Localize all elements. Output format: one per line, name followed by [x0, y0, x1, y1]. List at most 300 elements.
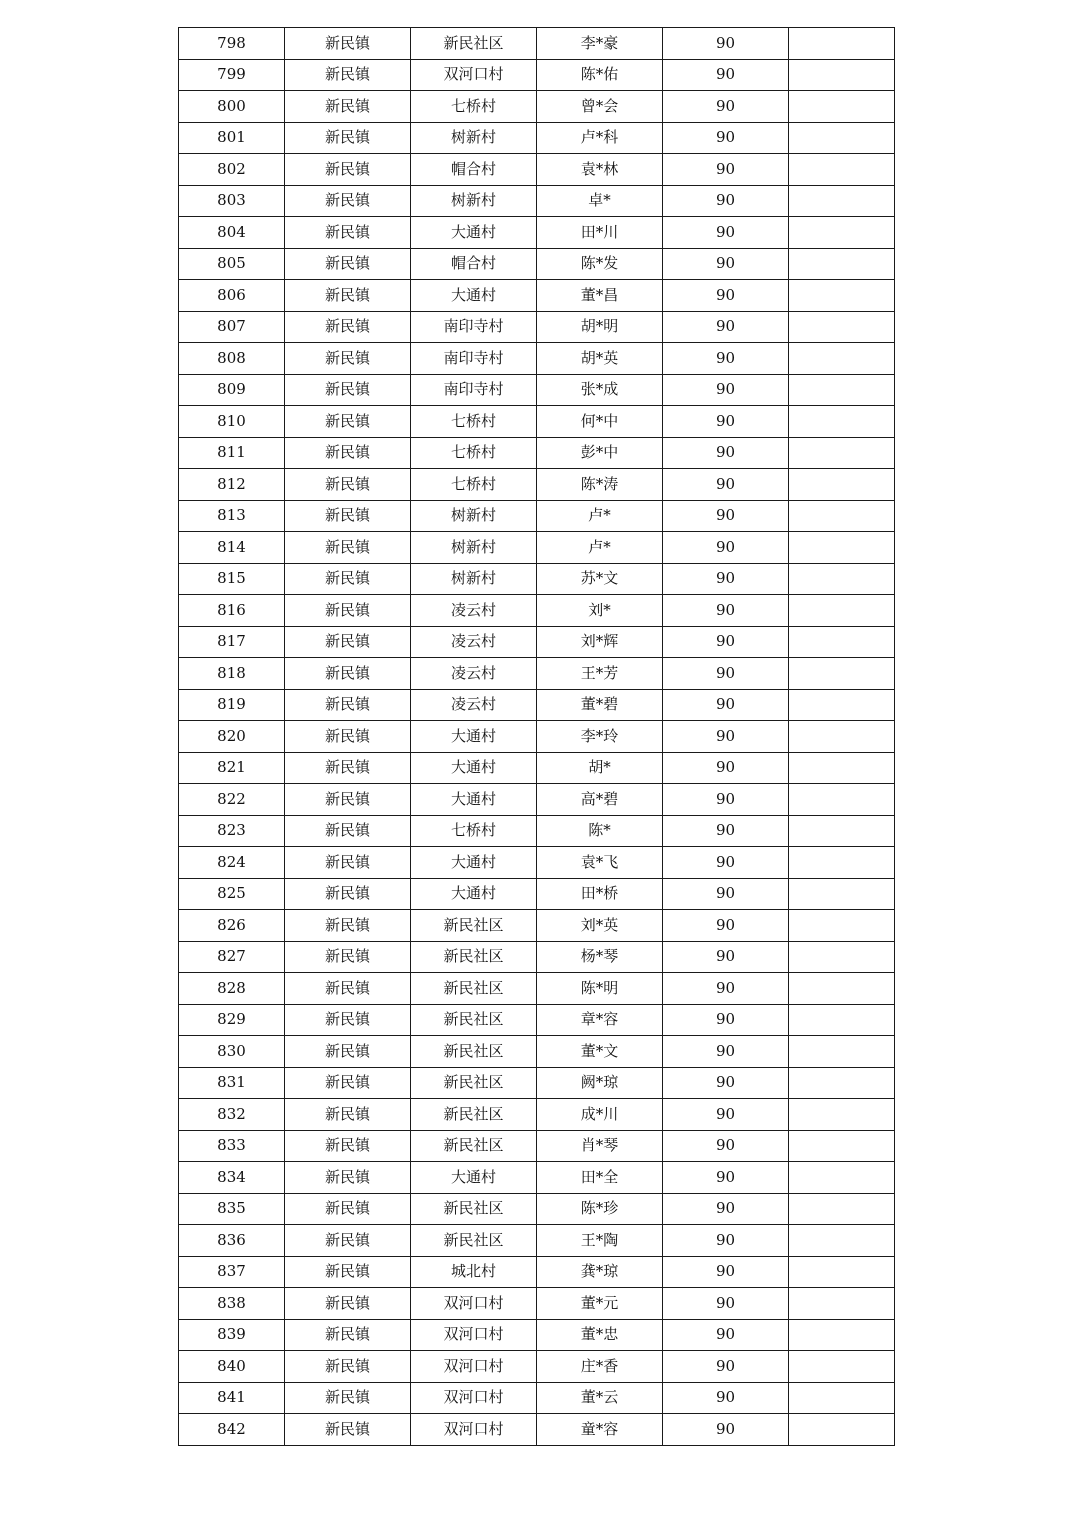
cell-amount: 90	[663, 1382, 789, 1414]
cell-index: 813	[179, 500, 285, 532]
cell-name: 章*容	[537, 1004, 663, 1036]
cell-name: 田*川	[537, 217, 663, 249]
cell-village: 树新村	[411, 500, 537, 532]
cell-index: 836	[179, 1225, 285, 1257]
cell-name: 田*全	[537, 1162, 663, 1194]
table-row	[179, 941, 895, 973]
cell-note	[789, 815, 895, 847]
cell-amount: 90	[663, 1036, 789, 1068]
cell-town: 新民镇	[285, 311, 411, 343]
table-row	[179, 248, 895, 280]
cell-note	[789, 1067, 895, 1099]
table-row	[179, 185, 895, 217]
cell-town: 新民镇	[285, 1036, 411, 1068]
table-row	[179, 1193, 895, 1225]
cell-note	[789, 784, 895, 816]
cell-note	[789, 626, 895, 658]
cell-village: 大通村	[411, 784, 537, 816]
cell-index: 837	[179, 1256, 285, 1288]
table-row	[179, 784, 895, 816]
cell-amount: 90	[663, 1414, 789, 1446]
cell-index: 817	[179, 626, 285, 658]
cell-note	[789, 374, 895, 406]
cell-village: 凌云村	[411, 689, 537, 721]
cell-town: 新民镇	[285, 406, 411, 438]
cell-note	[789, 1288, 895, 1320]
cell-village: 南印寺村	[411, 374, 537, 406]
cell-note	[789, 217, 895, 249]
recipient-table	[178, 27, 895, 1446]
cell-town: 新民镇	[285, 469, 411, 501]
cell-name: 彭*中	[537, 437, 663, 469]
cell-index: 818	[179, 658, 285, 690]
cell-town: 新民镇	[285, 1099, 411, 1131]
cell-village: 南印寺村	[411, 311, 537, 343]
cell-amount: 90	[663, 752, 789, 784]
cell-town: 新民镇	[285, 563, 411, 595]
table-row	[179, 532, 895, 564]
cell-town: 新民镇	[285, 154, 411, 186]
cell-index: 798	[179, 28, 285, 60]
cell-note	[789, 406, 895, 438]
cell-town: 新民镇	[285, 1193, 411, 1225]
table-row	[179, 721, 895, 753]
cell-village: 新民社区	[411, 973, 537, 1005]
cell-name: 陈*明	[537, 973, 663, 1005]
cell-village: 新民社区	[411, 1130, 537, 1162]
cell-amount: 90	[663, 1067, 789, 1099]
table-row	[179, 1036, 895, 1068]
cell-town: 新民镇	[285, 343, 411, 375]
cell-name: 胡*	[537, 752, 663, 784]
cell-town: 新民镇	[285, 1288, 411, 1320]
cell-name: 董*元	[537, 1288, 663, 1320]
table-row	[179, 1130, 895, 1162]
cell-note	[789, 469, 895, 501]
cell-amount: 90	[663, 154, 789, 186]
cell-note	[789, 1382, 895, 1414]
cell-village: 新民社区	[411, 1193, 537, 1225]
table-row	[179, 752, 895, 784]
cell-note	[789, 1193, 895, 1225]
table-row	[179, 973, 895, 1005]
cell-amount: 90	[663, 437, 789, 469]
cell-note	[789, 59, 895, 91]
cell-town: 新民镇	[285, 532, 411, 564]
cell-index: 801	[179, 122, 285, 154]
cell-amount: 90	[663, 406, 789, 438]
table-row	[179, 1004, 895, 1036]
cell-name: 龚*琼	[537, 1256, 663, 1288]
cell-town: 新民镇	[285, 595, 411, 627]
cell-village: 双河口村	[411, 1319, 537, 1351]
cell-index: 808	[179, 343, 285, 375]
cell-index: 828	[179, 973, 285, 1005]
cell-town: 新民镇	[285, 752, 411, 784]
cell-town: 新民镇	[285, 1319, 411, 1351]
cell-index: 815	[179, 563, 285, 595]
cell-index: 814	[179, 532, 285, 564]
cell-index: 820	[179, 721, 285, 753]
cell-amount: 90	[663, 280, 789, 312]
cell-name: 陈*发	[537, 248, 663, 280]
cell-town: 新民镇	[285, 122, 411, 154]
cell-note	[789, 1036, 895, 1068]
table-row	[179, 406, 895, 438]
cell-index: 807	[179, 311, 285, 343]
cell-name: 刘*	[537, 595, 663, 627]
table-row	[179, 154, 895, 186]
cell-amount: 90	[663, 1099, 789, 1131]
cell-name: 王*陶	[537, 1225, 663, 1257]
cell-note	[789, 1351, 895, 1383]
cell-index: 842	[179, 1414, 285, 1446]
cell-amount: 90	[663, 1162, 789, 1194]
cell-name: 陈*	[537, 815, 663, 847]
cell-amount: 90	[663, 1130, 789, 1162]
cell-index: 805	[179, 248, 285, 280]
cell-town: 新民镇	[285, 91, 411, 123]
cell-town: 新民镇	[285, 847, 411, 879]
cell-note	[789, 1004, 895, 1036]
cell-index: 826	[179, 910, 285, 942]
cell-index: 810	[179, 406, 285, 438]
cell-amount: 90	[663, 311, 789, 343]
cell-town: 新民镇	[285, 1225, 411, 1257]
cell-note	[789, 752, 895, 784]
cell-name: 苏*文	[537, 563, 663, 595]
cell-town: 新民镇	[285, 1414, 411, 1446]
cell-town: 新民镇	[285, 689, 411, 721]
table-row	[179, 595, 895, 627]
cell-town: 新民镇	[285, 1162, 411, 1194]
table-row	[179, 910, 895, 942]
table-row	[179, 1256, 895, 1288]
cell-village: 新民社区	[411, 910, 537, 942]
cell-name: 杨*琴	[537, 941, 663, 973]
table-row	[179, 1351, 895, 1383]
table-row	[179, 1319, 895, 1351]
cell-amount: 90	[663, 1225, 789, 1257]
cell-amount: 90	[663, 784, 789, 816]
cell-name: 肖*琴	[537, 1130, 663, 1162]
cell-amount: 90	[663, 59, 789, 91]
cell-village: 双河口村	[411, 1382, 537, 1414]
cell-index: 822	[179, 784, 285, 816]
table-row	[179, 469, 895, 501]
cell-village: 新民社区	[411, 1225, 537, 1257]
cell-amount: 90	[663, 658, 789, 690]
cell-village: 树新村	[411, 563, 537, 595]
cell-note	[789, 973, 895, 1005]
table-row	[179, 28, 895, 60]
cell-name: 董*碧	[537, 689, 663, 721]
cell-village: 新民社区	[411, 1036, 537, 1068]
cell-note	[789, 122, 895, 154]
cell-amount: 90	[663, 374, 789, 406]
cell-index: 819	[179, 689, 285, 721]
cell-name: 董*昌	[537, 280, 663, 312]
table-row	[179, 500, 895, 532]
cell-note	[789, 311, 895, 343]
cell-town: 新民镇	[285, 1004, 411, 1036]
cell-note	[789, 28, 895, 60]
cell-name: 袁*林	[537, 154, 663, 186]
cell-index: 821	[179, 752, 285, 784]
cell-note	[789, 1414, 895, 1446]
cell-note	[789, 721, 895, 753]
cell-name: 童*容	[537, 1414, 663, 1446]
cell-town: 新民镇	[285, 910, 411, 942]
cell-village: 七桥村	[411, 437, 537, 469]
cell-note	[789, 185, 895, 217]
cell-amount: 90	[663, 248, 789, 280]
table-row	[179, 311, 895, 343]
cell-village: 新民社区	[411, 1067, 537, 1099]
cell-index: 831	[179, 1067, 285, 1099]
cell-amount: 90	[663, 185, 789, 217]
cell-name: 刘*辉	[537, 626, 663, 658]
cell-town: 新民镇	[285, 658, 411, 690]
cell-name: 卢*科	[537, 122, 663, 154]
cell-amount: 90	[663, 721, 789, 753]
cell-amount: 90	[663, 532, 789, 564]
cell-village: 城北村	[411, 1256, 537, 1288]
cell-amount: 90	[663, 563, 789, 595]
cell-name: 陈*珍	[537, 1193, 663, 1225]
cell-note	[789, 941, 895, 973]
table-row	[179, 280, 895, 312]
cell-note	[789, 280, 895, 312]
cell-index: 816	[179, 595, 285, 627]
cell-name: 成*川	[537, 1099, 663, 1131]
cell-index: 827	[179, 941, 285, 973]
table-row	[179, 563, 895, 595]
table-row	[179, 374, 895, 406]
cell-village: 凌云村	[411, 626, 537, 658]
table-row	[179, 1288, 895, 1320]
cell-amount: 90	[663, 689, 789, 721]
cell-town: 新民镇	[285, 1382, 411, 1414]
cell-amount: 90	[663, 878, 789, 910]
cell-name: 胡*英	[537, 343, 663, 375]
table-row	[179, 343, 895, 375]
cell-note	[789, 1099, 895, 1131]
cell-amount: 90	[663, 1319, 789, 1351]
cell-name: 董*云	[537, 1382, 663, 1414]
table-row	[179, 689, 895, 721]
cell-name: 曾*会	[537, 91, 663, 123]
cell-name: 董*忠	[537, 1319, 663, 1351]
cell-village: 大通村	[411, 752, 537, 784]
cell-index: 825	[179, 878, 285, 910]
cell-village: 七桥村	[411, 815, 537, 847]
cell-village: 双河口村	[411, 59, 537, 91]
table-row	[179, 91, 895, 123]
cell-index: 835	[179, 1193, 285, 1225]
cell-village: 大通村	[411, 847, 537, 879]
table-row	[179, 847, 895, 879]
cell-village: 大通村	[411, 721, 537, 753]
table-row	[179, 815, 895, 847]
cell-index: 830	[179, 1036, 285, 1068]
cell-index: 832	[179, 1099, 285, 1131]
cell-name: 何*中	[537, 406, 663, 438]
table-row	[179, 1099, 895, 1131]
cell-index: 802	[179, 154, 285, 186]
cell-amount: 90	[663, 28, 789, 60]
cell-town: 新民镇	[285, 815, 411, 847]
cell-amount: 90	[663, 469, 789, 501]
table-row	[179, 1225, 895, 1257]
cell-note	[789, 658, 895, 690]
cell-village: 帽合村	[411, 248, 537, 280]
cell-amount: 90	[663, 343, 789, 375]
cell-village: 凌云村	[411, 595, 537, 627]
cell-village: 树新村	[411, 185, 537, 217]
cell-name: 李*豪	[537, 28, 663, 60]
cell-town: 新民镇	[285, 185, 411, 217]
cell-town: 新民镇	[285, 437, 411, 469]
table-row	[179, 626, 895, 658]
cell-town: 新民镇	[285, 721, 411, 753]
cell-amount: 90	[663, 973, 789, 1005]
cell-village: 大通村	[411, 217, 537, 249]
cell-village: 大通村	[411, 280, 537, 312]
cell-note	[789, 154, 895, 186]
cell-index: 809	[179, 374, 285, 406]
cell-name: 田*桥	[537, 878, 663, 910]
cell-town: 新民镇	[285, 1130, 411, 1162]
cell-index: 800	[179, 91, 285, 123]
cell-note	[789, 910, 895, 942]
table-row	[179, 1067, 895, 1099]
cell-index: 840	[179, 1351, 285, 1383]
cell-village: 树新村	[411, 532, 537, 564]
cell-name: 庄*香	[537, 1351, 663, 1383]
cell-index: 834	[179, 1162, 285, 1194]
cell-note	[789, 91, 895, 123]
cell-note	[789, 1319, 895, 1351]
cell-note	[789, 847, 895, 879]
cell-village: 七桥村	[411, 91, 537, 123]
cell-note	[789, 595, 895, 627]
cell-index: 838	[179, 1288, 285, 1320]
cell-amount: 90	[663, 1004, 789, 1036]
cell-name: 刘*英	[537, 910, 663, 942]
cell-index: 833	[179, 1130, 285, 1162]
cell-name: 胡*明	[537, 311, 663, 343]
cell-town: 新民镇	[285, 374, 411, 406]
cell-village: 大通村	[411, 1162, 537, 1194]
table-row	[179, 1414, 895, 1446]
cell-index: 841	[179, 1382, 285, 1414]
table-row	[179, 878, 895, 910]
cell-town: 新民镇	[285, 1067, 411, 1099]
cell-note	[789, 878, 895, 910]
cell-note	[789, 1225, 895, 1257]
cell-amount: 90	[663, 1193, 789, 1225]
table-row	[179, 217, 895, 249]
cell-village: 七桥村	[411, 406, 537, 438]
cell-note	[789, 563, 895, 595]
cell-town: 新民镇	[285, 217, 411, 249]
cell-note	[789, 1162, 895, 1194]
cell-town: 新民镇	[285, 1351, 411, 1383]
cell-index: 811	[179, 437, 285, 469]
cell-town: 新民镇	[285, 973, 411, 1005]
cell-town: 新民镇	[285, 1256, 411, 1288]
cell-village: 双河口村	[411, 1414, 537, 1446]
cell-amount: 90	[663, 1256, 789, 1288]
cell-name: 袁*飞	[537, 847, 663, 879]
cell-index: 824	[179, 847, 285, 879]
cell-town: 新民镇	[285, 626, 411, 658]
cell-amount: 90	[663, 910, 789, 942]
cell-town: 新民镇	[285, 784, 411, 816]
cell-index: 812	[179, 469, 285, 501]
table-row	[179, 1382, 895, 1414]
cell-name: 张*成	[537, 374, 663, 406]
cell-amount: 90	[663, 217, 789, 249]
cell-amount: 90	[663, 815, 789, 847]
cell-town: 新民镇	[285, 59, 411, 91]
cell-amount: 90	[663, 941, 789, 973]
cell-village: 帽合村	[411, 154, 537, 186]
table-row	[179, 1162, 895, 1194]
cell-index: 804	[179, 217, 285, 249]
cell-name: 卢*	[537, 532, 663, 564]
cell-note	[789, 532, 895, 564]
cell-village: 南印寺村	[411, 343, 537, 375]
cell-amount: 90	[663, 626, 789, 658]
cell-town: 新民镇	[285, 280, 411, 312]
cell-town: 新民镇	[285, 941, 411, 973]
cell-village: 树新村	[411, 122, 537, 154]
cell-amount: 90	[663, 847, 789, 879]
cell-amount: 90	[663, 595, 789, 627]
cell-note	[789, 437, 895, 469]
cell-amount: 90	[663, 1288, 789, 1320]
cell-amount: 90	[663, 1351, 789, 1383]
table-row	[179, 658, 895, 690]
cell-note	[789, 248, 895, 280]
cell-village: 七桥村	[411, 469, 537, 501]
cell-amount: 90	[663, 91, 789, 123]
cell-village: 双河口村	[411, 1351, 537, 1383]
table-row	[179, 122, 895, 154]
cell-index: 829	[179, 1004, 285, 1036]
cell-village: 双河口村	[411, 1288, 537, 1320]
cell-note	[789, 500, 895, 532]
cell-note	[789, 689, 895, 721]
cell-note	[789, 343, 895, 375]
table-body	[179, 28, 895, 1446]
cell-name: 陈*涛	[537, 469, 663, 501]
cell-town: 新民镇	[285, 878, 411, 910]
cell-village: 新民社区	[411, 28, 537, 60]
cell-name: 高*碧	[537, 784, 663, 816]
cell-name: 卓*	[537, 185, 663, 217]
cell-amount: 90	[663, 122, 789, 154]
cell-town: 新民镇	[285, 500, 411, 532]
cell-index: 803	[179, 185, 285, 217]
cell-name: 阙*琼	[537, 1067, 663, 1099]
cell-index: 806	[179, 280, 285, 312]
cell-name: 陈*佑	[537, 59, 663, 91]
cell-index: 839	[179, 1319, 285, 1351]
cell-index: 823	[179, 815, 285, 847]
